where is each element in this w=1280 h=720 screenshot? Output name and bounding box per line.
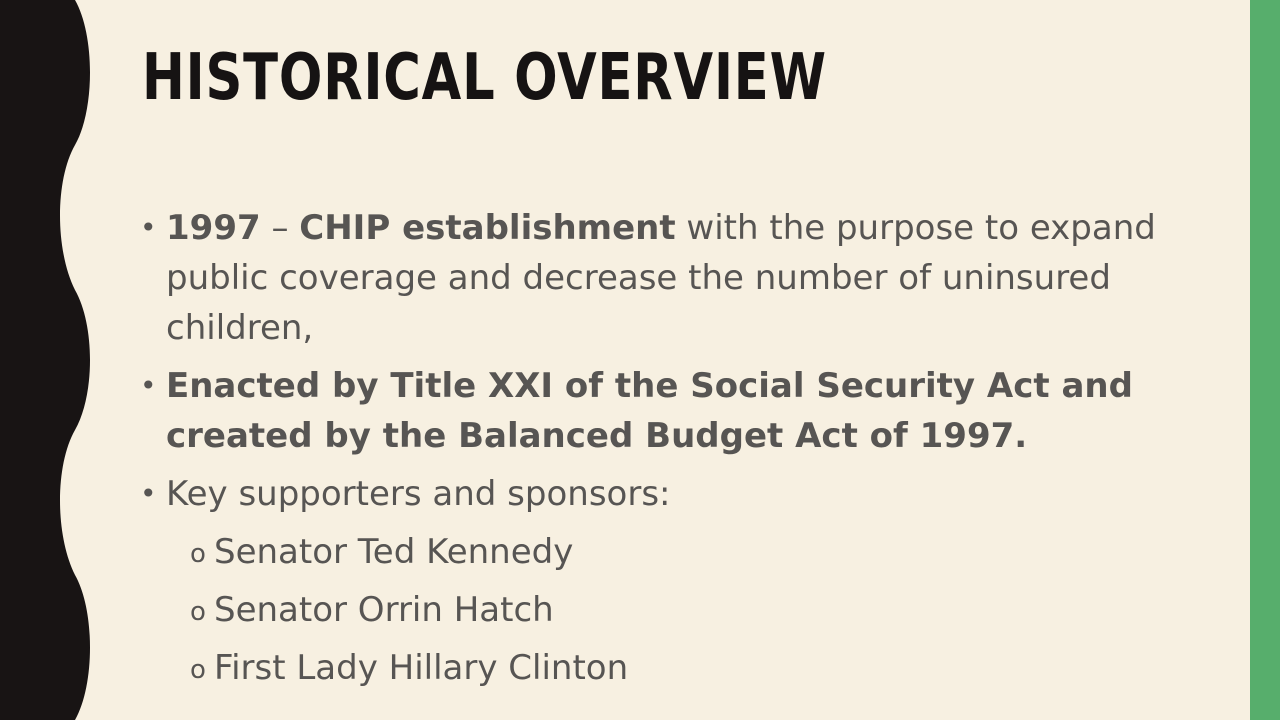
left-wavy-band xyxy=(0,0,100,720)
bullet-year: 1997 xyxy=(166,208,261,248)
supporter-item xyxy=(140,527,1230,577)
sub-bullet-marker: o xyxy=(190,597,206,627)
bullet-enacted-text: Enacted by Title XXI of the Social Security Act and created by the Balanced Budget Act of 1997. xyxy=(166,366,1133,456)
supporter-item xyxy=(140,585,1230,635)
supporter-name: Senator Ted Kennedy xyxy=(214,532,574,572)
bullet-marker: • xyxy=(140,369,157,402)
bullet-key-supporters-text: Key supporters and sponsors: xyxy=(166,474,671,514)
bullet-rest-text: with the purpose to expand public coverage and decrease the number of uninsured children, xyxy=(166,208,1156,348)
supporter-item xyxy=(140,643,1230,693)
supporter-name: First Lady Hillary Clinton xyxy=(214,648,629,688)
slide-content xyxy=(140,203,1230,701)
sub-bullet-marker: o xyxy=(190,539,206,569)
sub-bullet-marker: o xyxy=(190,655,206,685)
bullet-marker: • xyxy=(140,211,157,244)
bullet-marker: • xyxy=(140,477,157,510)
bullet-bold-phrase: CHIP establishment xyxy=(299,208,676,248)
bullet-dash: – xyxy=(260,208,300,248)
bullet-chip-establishment xyxy=(140,203,1230,353)
bullet-key-supporters xyxy=(140,469,1230,519)
right-accent-bar xyxy=(1250,0,1280,720)
bullet-enacted xyxy=(140,361,1230,461)
slide-title: HISTORICAL OVERVIEW xyxy=(142,41,827,115)
supporter-name: Senator Orrin Hatch xyxy=(214,590,554,630)
